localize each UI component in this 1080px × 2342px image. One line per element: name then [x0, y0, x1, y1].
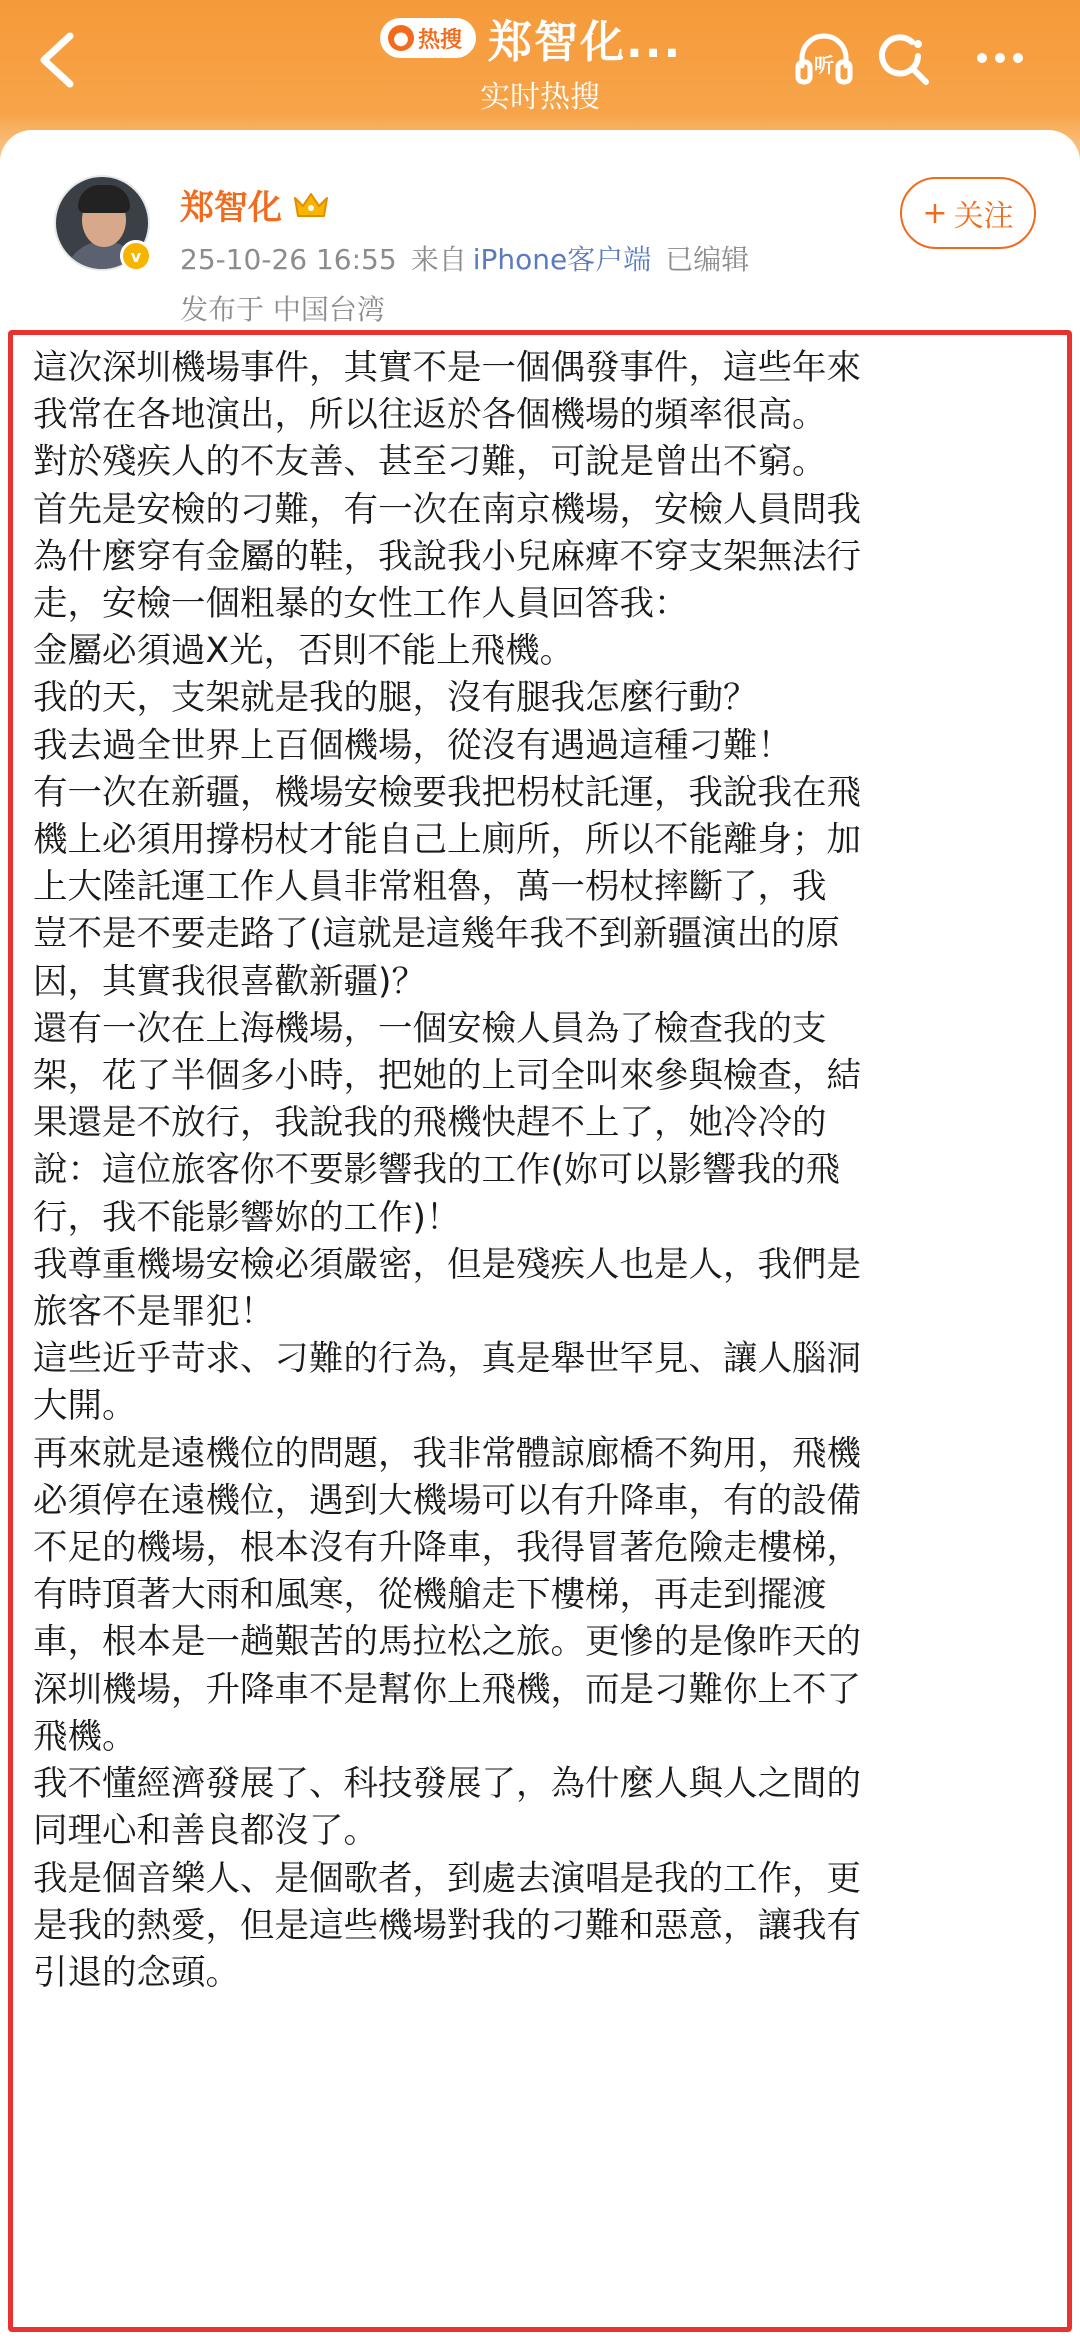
edited-label: 已编辑: [665, 243, 750, 276]
content-line: 架，花了半個多小時，把她的上司全叫來參與檢查，結: [33, 1056, 861, 1097]
crown-icon: [292, 190, 330, 220]
content-line: 行，我不能影響妳的工作)！: [33, 1197, 461, 1238]
follow-button[interactable]: [900, 177, 1036, 249]
content-line: 我去過全世界上百個機場，從沒有遇過這種刁難！: [33, 725, 792, 766]
page-title[interactable]: 郑智化...: [488, 17, 683, 68]
headphones-icon: [792, 26, 856, 90]
search-icon: [870, 26, 934, 90]
content-line: 首先是安檢的刁難，有一次在南京機場，安檢人員問我: [33, 489, 861, 530]
content-line: 深圳機場，升降車不是幫你上飛機，而是刁難你上不了: [33, 1669, 861, 1710]
content-line: 同理心和善良都沒了。: [33, 1811, 378, 1852]
fire-icon: ●: [388, 25, 414, 51]
author-name-row: [180, 180, 330, 229]
content-line: 為什麼穿有金屬的鞋，我說我小兒麻痺不穿支架無法行: [33, 536, 861, 577]
follow-label: 关注: [953, 199, 1014, 234]
post-date: 25-10-26 16:55: [180, 243, 397, 276]
content-line: 有一次在新疆，機場安檢要我把枴杖託運，我說我在飛: [33, 772, 861, 813]
content-line: 旅客不是罪犯！: [33, 1292, 275, 1333]
search-button[interactable]: [868, 24, 936, 92]
plus-icon: +: [922, 195, 948, 231]
content-line: 說：這位旅客你不要影響我的工作(妳可以影響我的飛: [33, 1150, 840, 1191]
author-name[interactable]: 郑智化: [180, 188, 282, 228]
content-line: 上大陸託運工作人員非常粗魯，萬一枴杖摔斷了，我: [33, 867, 827, 908]
title-group: [380, 8, 682, 68]
content-line: 引退的念頭。: [33, 1952, 240, 1993]
content-line: 這次深圳機場事件，其實不是一個偶發事件，這些年來: [33, 348, 861, 388]
content-line: 車，根本是一趟艱苦的馬拉松之旅。更慘的是像昨天的: [33, 1622, 861, 1663]
content-line: 必須停在遠機位，遇到大機場可以有升降車，有的設備: [33, 1480, 861, 1521]
post-location: 发布于 中国台湾: [180, 293, 385, 326]
content-line: 還有一次在上海機場，一個安檢人員為了檢查我的支: [33, 1008, 827, 1049]
content-line: 果還是不放行，我說我的飛機快趕不上了，她冷冷的: [33, 1103, 827, 1144]
content-line: 我常在各地演出，所以往返於各個機場的頻率很高。: [33, 395, 827, 436]
content-line: 機上必須用撐枴杖才能自己上廁所，所以不能離身；加: [33, 820, 861, 861]
content-line: 豈不是不要走路了(這就是這幾年我不到新疆演出的原: [33, 914, 840, 955]
content-line: 有時頂著大雨和風寒，從機艙走下樓梯，再走到擺渡: [33, 1575, 827, 1616]
content-line: 金屬必須過X光，否則不能上飛機。: [33, 631, 575, 672]
verified-icon: v: [120, 240, 152, 272]
content-line: 因，其實我很喜歡新疆)？: [33, 961, 426, 1002]
content-line: 這些近乎苛求、刁難的行為，真是舉世罕見、讓人腦洞: [33, 1339, 861, 1380]
post-content: [8, 330, 1072, 2332]
content-line: 走，安檢一個粗暴的女性工作人員回答我：: [33, 584, 689, 625]
post-meta: [180, 238, 763, 278]
hot-badge-label: 热搜: [418, 27, 463, 53]
page-subtitle: 实时热搜: [480, 80, 600, 115]
content-line: 再來就是遠機位的問題，我非常體諒廊橋不夠用，飛機: [33, 1433, 861, 1474]
content-line: 飛機。: [33, 1716, 137, 1757]
source-prefix: 来自: [410, 243, 467, 276]
content-line: 我不懂經濟發展了、科技發展了，為什麼人與人之間的: [33, 1764, 861, 1805]
content-line: 對於殘疾人的不友善、甚至刁難，可說是曾出不窮。: [33, 442, 827, 483]
content-line: 大開。: [33, 1386, 137, 1427]
content-line: 我尊重機場安檢必須嚴密，但是殘疾人也是人，我們是: [33, 1244, 861, 1285]
content-line: 不足的機場，根本沒有升降車，我得冒著危險走樓梯，: [33, 1528, 861, 1569]
more-button[interactable]: [966, 24, 1034, 92]
listen-label: 听: [814, 53, 834, 77]
post-source[interactable]: iPhone客户端: [472, 243, 652, 276]
more-dots-icon: [968, 26, 1032, 90]
hot-search-badge[interactable]: [380, 18, 476, 58]
content-line: 我是個音樂人、是個歌者，到處去演唱是我的工作，更: [33, 1858, 861, 1899]
listen-button[interactable]: [790, 24, 858, 92]
content-line: 我的天，支架就是我的腿，沒有腿我怎麼行動？: [33, 678, 758, 719]
content-line: 是我的熱愛，但是這些機場對我的刁難和惡意，讓我有: [33, 1905, 861, 1946]
